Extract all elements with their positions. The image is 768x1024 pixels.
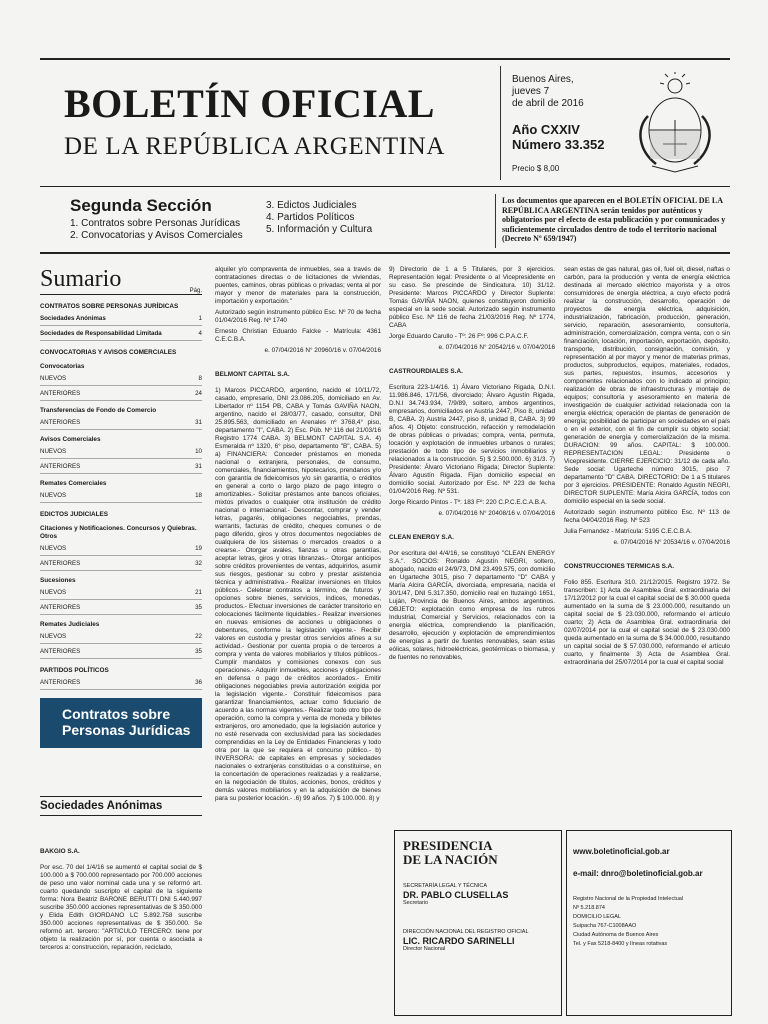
notice-body: Autorizado según instrumento público Esc. Nº 113 de fecha 04/04/2016 Reg. Nº 523 — [564, 509, 730, 524]
sumario-item-label: NUEVOS — [40, 589, 67, 596]
sumario-subheading: Convocatorias — [40, 363, 85, 370]
sumario-item-page: 10 — [195, 448, 202, 455]
sumario-item[interactable] — [40, 560, 202, 571]
column-3 — [389, 266, 555, 826]
contact-line: DOMICILIO LEGAL — [573, 914, 621, 920]
notice-signature: Jorge Ricardo Pintos - Tº: 183 Fº: 220 C.P.C.E.C.A.B.A. — [389, 499, 547, 506]
section-divider — [495, 194, 496, 248]
sumario-item[interactable] — [40, 679, 202, 690]
notice-body: 1) Marcos PICCARDO, argentino, nacido el 10/11/72, casado, empresario, DNI 23.086.205, domiciliado en Av. Libertador nº 1154 PB, CABA y Tomás GAVIÑA NAON, argentino, nacido el 28/03/77, casado, consultor, DNI 25.895.563, domiciliado en Arenales nº 3768,4° piso, departamento "I", CABA. 2) Esc. Púb. Nº 116 del 21/03/16 Registro 1774 CABA. 3) BELMONT CAPITAL S.A. 4) Esmeralda nº 1320, 6° piso, departamento "B", CABA. 5) a) FINANCIERA: Conceder préstamos en moneda nacional o extranjera, personales, de consumo, comerciales, financiamientos, hipotecarios, prendarios y/o con garantía de fideicomisos y/o sin garantía, o créditos en general a corto o largo plazo de pago íntegro o amortizables.- Solicitar préstamos ante bancos oficiales, mixtos privados o cualquier otra institución de crédito nacional o internacional.- Descontar, comprar y vender letras, pagarés, obligaciones negociables, prendas, warrants, facturas de crédito, cheques comunes o de pago diferido, giros y otros documentos negociables de cualquiera de los sistemas o mercados creados o a crearse.- Otorgar avales, fianzas u otras garantías, aceptar letras, giros y otras libranzas.- Otorgar anticipos sobre créditos provenientes de ventas, adquirirlos, asumir sus riesgos, gestionar su cobro y prestar asistencia técnica y administrativa.- Realizar inversiones en títulos públicos.- Celebrar contratos a término, de futuros y opciones sobre bienes, servicios, índices, monedas, productos.- Efectuar inversiones de carácter transitorio en colocaciones fácilmente liquidables.- Realizar inversiones en nuevas emisiones de acciones u obligaciones o debentures, conforme la legislación vigente.- Recibir valores en custodia y prestar otros servicios afines a su actividad.- Gestionar por cuenta propia o de terceros a compra y venta de valores mobiliarios y títulos públicos.- Cumplir mandatos y comisiones conexos con sus operaciones.- Adquirir inmuebles, acciones y obligaciones en defensa o pago de créditos acordados.- Emitir obligaciones negociables previa autorización exigida por la legislación vigente.- Constituir fideicomisos para garantizar financiamientos, actuar como fiduciario de acuerdo a las normas vigentes.- Realizar todo otro tipo de operación, como la compra y venta de moneda y billetes extranjeros, oro amonedado, que la legislación autorice y no esté reservada con exclusividad para las sociedades comprendidas en la Ley de Entidades Financieras y todo otra por la que se requiera el concurso público.- b) INVERSORA: de capitales en empresas y sociedades nacionales o extranjeras constituidas o a constituirse, en la concertación de operaciones realizadas y a realizarse, en la negociación de títulos, acciones, bonos, créditos y demás valores mobiliarios y en la adquisición de bienes para su posterior locación.- .6) 99 años. 7) $ 100.000. 8) y — [215, 387, 381, 802]
sumario-item-page: 21 — [195, 589, 202, 596]
sumario-item[interactable] — [40, 492, 202, 503]
sumario-item[interactable] — [40, 545, 202, 556]
issue-number — [512, 122, 605, 152]
sumario-item-page: 24 — [195, 390, 202, 397]
date-line: jueves 7 — [512, 86, 550, 97]
sumario-item-label: NUEVOS — [40, 448, 67, 455]
column-1 — [40, 848, 202, 1020]
masthead-subtitle: DE LA REPÚBLICA ARGENTINA — [64, 133, 445, 160]
masthead — [40, 58, 730, 187]
sumario-item[interactable] — [40, 448, 202, 459]
contact-line: Ciudad Autónoma de Buenos Aires — [573, 932, 659, 938]
authority-2 — [403, 929, 559, 953]
sumario-item-label: NUEVOS — [40, 633, 67, 640]
notice-reference: e. 07/04/2016 N° 20534/16 v. 07/04/2016 — [613, 539, 730, 546]
section-banner — [40, 698, 202, 748]
sumario-item-label: ANTERIORES — [40, 604, 81, 611]
contact-box — [566, 830, 732, 1016]
banner-line: Personas Jurídicas — [62, 722, 191, 738]
section-title: Segunda Sección — [70, 196, 212, 215]
section-item: 5. Información y Cultura — [266, 224, 373, 235]
sumario — [40, 266, 202, 690]
sumario-item-page: 18 — [195, 492, 202, 499]
sumario-item-label: NUEVOS — [40, 492, 67, 499]
sumario-heading: PARTIDOS POLÍTICOS — [40, 667, 109, 674]
contact-line: Tel. y Fax 5218-8400 y líneas rotativas — [573, 941, 668, 947]
section-item: 2. Convocatorias y Avisos Comerciales — [70, 230, 243, 241]
notice-body: Autorizado según instrumento público Esc. Nº 70 de fecha 01/04/2016 Reg. Nº 1740 — [215, 309, 381, 324]
authority-role: Director Nacional — [403, 946, 446, 952]
date-line: Buenos Aires, — [512, 74, 574, 85]
sumario-heading: EDICTOS JUDICIALES — [40, 511, 109, 518]
authority-office: SECRETARÍA LEGAL Y TÉCNICA — [403, 883, 488, 889]
notice-body: Escritura 223-1/4/16. 1) Álvaro Victoriano Rigada, D.N.I. 11.986.846, 17/1/56, divorciado; Álvaro Agustín Rigada, D.N.I 34.743.934, 7/9/89, soltero, ambos argentinos, empresarios, domiciliados en Austria 2447, Piso 8, unidad B, CABA. 2) Austria 2447, piso 8, unidad B, CABA. 3) 99 años. 4) Objeto: construcción, refacción y remodelación de obras públicas o privadas; compra, venta, permuta, locación y explotación de inmuebles urbanos o rurales; prestación de todo tipo de servicios inmobiliarios y relacionados a la construcción. 5) $ 2.500.000. 6) 31/3. 7) Presidente: Álvaro Victoriano Rigada; Director Suplente: Álvaro Agustín Rigada. Fijan domicilio especial en domicilio social. Autorizado por Esc. Nº 223 de fecha 01/04/2016 Reg. Nº 531. — [389, 384, 555, 495]
sumario-item-label: ANTERIORES — [40, 560, 81, 567]
legal-notice: Los documentos que aparecen en el BOLETÍN OFICIAL DE LA REPÚBLICA ARGENTINA serán tenidos por auténticos y obligatorios por el efecto de esta publicación y por comunicados y suficientemente circulados dentro de todo el territorio nacional (Decreto Nº 659/1947) — [502, 196, 726, 244]
notice-title: BAKGIO S.A. — [40, 848, 80, 855]
column-2 — [215, 266, 381, 1016]
sumario-item-page: 35 — [195, 604, 202, 611]
sumario-item-label: Sociedades Anónimas — [40, 315, 106, 322]
issue-date — [512, 74, 622, 110]
section-list-right — [266, 200, 372, 236]
authorities-title-line: DE LA NACIÓN — [403, 852, 498, 867]
sumario-item-page: 31 — [195, 463, 202, 470]
notice-body: sean estas de gas natural, gas oil, fuel oil, diesel, naftas o carbón, para la producción y venta de energía eléctrica destinada al mercado eléctrico mayorista y a otros consumidores de energía eléctrica, a cuyo efecto podrá realizar la construcción, desarrollo, operación de proyectos de energía eléctrica, adquisición, industrialización, fabricación, producción, generación, servicio, reparación, asesoramiento, consultoría, administración, comercialización, compra venta, con o sin financiación, locación, importación, exportación, depósito, transporte, distribución, consignación, comisión, y representación al por mayor y menor de materias primas, productos, subproductos, equipos, materiales, rodados, sus partes, repuestos, insumos, accesorios y componentes relacionados con lo indicado al principio; realización de obras de infraestructuras y montaje de equipos; consultoría y asesoramiento en materia de investigación de cualquier actividad relacionada con la energía eléctrica; operación de plantas de generación de energía; posibilidad de participar en sociedades en el país o en el exterior, con el fin de cumplir su objeto social; generación de energía y comercialización de la misma. DURACION: 99 años. CAPITAL: $ 100.000. REPRESENTACION LEGAL: Presidente o Vicepresidente. CIERRE EJERCICIO: 31/12 de cada año. Sede social: Ugarteche número 3015, piso 7 departamento "D" CABA. DIRECTORIO: De 1 a 5 titulares por 3 ejercicios. PRESIDENTE: Ronaldo Agustín NEGRI, DIRECTOR SUPLENTE: María Alcira GARCÍA, todos con domicilio especial en la sede social. — [564, 266, 730, 505]
authorities-title-line: PRESIDENCIA — [403, 838, 493, 853]
notice-reference: e. 07/04/2016 N° 20960/16 v. 07/04/2016 — [264, 347, 381, 354]
sumario-item-label: ANTERIORES — [40, 648, 81, 655]
section-list-left — [70, 218, 243, 242]
issue-year: Año CXXIV — [512, 122, 580, 137]
sumario-item-page: 32 — [195, 560, 202, 567]
sumario-item[interactable] — [40, 330, 202, 341]
sumario-item-page: 8 — [198, 375, 202, 382]
sumario-subheading: Transferencias de Fondo de Comercio — [40, 407, 157, 414]
sumario-item[interactable] — [40, 604, 202, 615]
notice-signature: Jorge Eduardo Carullo - Tº: 26 Fº: 996 C.P.A.C.F. — [389, 333, 529, 340]
issue-num: Número 33.352 — [512, 137, 605, 152]
sumario-item-page: 22 — [195, 633, 202, 640]
sumario-item[interactable] — [40, 463, 202, 474]
notice-body: Por esc. 70 del 1/4/16 se aumentó el capital social de $ 100.000 a $ 700.000 representado por 700.000 acciones de peso uno valor nominal cada una y se reformó art. cuarto quedando suscripto el capital de la siguiente forma: Nora Beatriz BARONE BERUTTI DNI 5.440.997 suscribe 350.000 acciones representativas de $ 350.000 y Elida Edith GIORDANO LC 5.892.758 suscribe 350.000 acciones representativas de $ 350.000. Se reformó art. tercero: "ARTICULO TERCERO: tiene por objeto la realización por sí, por cuenta o asociada a terceros a: construcción, reparación, reciclado, — [40, 864, 202, 951]
notice-title: CONSTRUCCIONES TERMICAS S.A. — [564, 563, 675, 570]
sumario-item-label: ANTERIORES — [40, 463, 81, 470]
national-coat-of-arms-icon — [630, 72, 720, 176]
sumario-item-label: NUEVOS — [40, 375, 67, 382]
section-header — [40, 192, 730, 254]
sumario-item[interactable] — [40, 633, 202, 644]
sumario-subheading: Sucesiones — [40, 577, 76, 584]
section-item: 1. Contratos sobre Personas Jurídicas — [70, 218, 241, 229]
price: Precio $ 8,00 — [512, 164, 560, 173]
subsection-heading: Sociedades Anónimas — [40, 796, 202, 816]
contact-line: Suipacha 767-C1008AAO — [573, 923, 637, 929]
section-item: 4. Partidos Políticos — [266, 212, 355, 223]
sumario-item[interactable] — [40, 648, 202, 659]
sumario-item-label: NUEVOS — [40, 545, 67, 552]
sumario-item[interactable] — [40, 419, 202, 430]
sumario-subheading: Citaciones y Notificaciones. Concursos y Quiebras. Otros — [40, 525, 197, 540]
contact-details — [573, 895, 725, 949]
sumario-item-page: 1 — [198, 315, 202, 322]
notice-title: CASTROURDIALES S.A. — [389, 368, 463, 375]
notice-signature: Julia Fernandez - Matrícula: 5195 C.E.C.B.A. — [564, 528, 692, 535]
sumario-item-page: 19 — [195, 545, 202, 552]
sumario-item[interactable] — [40, 315, 202, 326]
sumario-heading: CONTRATOS SOBRE PERSONAS JURÍDICAS — [40, 303, 179, 310]
sumario-item-page: 35 — [195, 648, 202, 655]
authority-office: DIRECCIÓN NACIONAL DEL REGISTRO OFICIAL — [403, 929, 529, 935]
page-column-label: Pág. — [189, 288, 202, 294]
notice-reference: e. 07/04/2016 N° 20408/16 v. 07/04/2016 — [438, 510, 555, 517]
notice-body: 9) Directorio de 1 a 5 Titulares, por 3 ejercicios. Representación legal: Presidente o al Vicepresidente en su caso. Se prescinde de Sindicatura. 10) 31/12. Presidente: Marcos PICCARDO y Director Suplente: Tomás GAVIÑA NAON, quienes constituyeron domicilio especial en la sede social. Autorizado según instrumento público Esc. Nº 116 de fecha 21/03/2016 Reg. Nº 1774, CABA — [389, 266, 555, 329]
sumario-item[interactable] — [40, 390, 202, 401]
authority-name: DR. PABLO CLUSELLAS — [403, 890, 509, 900]
sumario-item-label: Sociedades de Responsabilidad Limitada — [40, 330, 162, 337]
contact-line: Nº 5.218.874 — [573, 905, 605, 911]
masthead-title: BOLETÍN OFICIAL — [64, 81, 435, 126]
sumario-subheading: Avisos Comerciales — [40, 436, 101, 443]
notice-signature: Ernesto Christian Eduardo Falcke - Matrícula: 4361 C.E.C.B.A. — [215, 328, 381, 343]
sumario-item[interactable] — [40, 375, 202, 386]
section-item: 3. Edictos Judiciales — [266, 200, 357, 211]
authorities-title — [403, 839, 498, 867]
sumario-heading: CONVOCATORIAS Y AVISOS COMERCIALES — [40, 349, 177, 356]
sumario-item-page: 31 — [195, 419, 202, 426]
sumario-title: Sumario — [40, 266, 122, 292]
sumario-item-page: 36 — [195, 679, 202, 686]
notice-body: Folio 855. Escritura 310. 21/12/2015. Registro 1972. Se transcriben: 1) Acta de Asamblea Gral. extraordinaria del 17/12/2012 por la cual el capital social de $ 30.000 queda aumentado en la suma de $ 23.000.000, resultando un capital social de $ 23.030.000, reformando el artículo cuarto; 2) Acta de Asamblea Gral. extraordinaria del 02/07/2014 por la cual el capital social de $ 23.030.000 queda aumentado en la suma de $ 34.000.000, resultando un capital social de $ 57.030.000, reformando el artículo cuarto, y finalmente 3) Acta de Asamblea Gral. extraordinaria del 25/07/2014 por la cual el capital social — [564, 579, 730, 666]
banner-line: Contratos sobre — [62, 706, 171, 722]
notice-body: alquiler y/o compraventa de inmuebles, sea a través de contrataciones directas o de licitaciones de viviendas, puentes, caminos, obras públicas o privadas; venta al por mayor y menor de materiales para la construcción, importación y exportación." — [215, 266, 381, 305]
notice-body: Por escritura del 4/4/16, se constituyó "CLEAN ENERGY S.A.". SOCIOS: Ronaldo Agustín NEGRI, soltero, abogado, nacido el 24/9/73, DNI 23.499.575, con domicilio en Ugarteche 3015, piso 7 departamento "D" CABA y María Alcira GARCÍA, divorciada, empresaria, nacida el 30/1/47, DNI 5.317.350, domicilio real en Ituzaingó 1651, Luján, Provincia de Buenos Aires, ambos argentinos. OBJETO: explotación como empresa de los rubros Industrial, Comercial y Servicios, relacionados con la energía eléctrica, comprendiendo la planificación, desarrollo, ejecución y explotación de emprendimientos de energías a partir de fuentes renovables, sean estas eólicas, solares, hidroeléctricas, geotérmicas o biomasa, y de fuentes no renovables, — [389, 550, 555, 661]
sumario-item[interactable] — [40, 589, 202, 600]
authority-1 — [403, 883, 553, 907]
notice-reference: e. 07/04/2016 N° 20542/16 v. 07/04/2016 — [438, 344, 555, 351]
masthead-divider — [500, 66, 501, 180]
column-4 — [564, 266, 730, 822]
sumario-item-label: ANTERIORES — [40, 390, 81, 397]
sumario-item-label: ANTERIORES — [40, 419, 81, 426]
date-line: de abril de 2016 — [512, 98, 584, 109]
divider — [40, 294, 202, 295]
authority-role: Secretario — [403, 900, 429, 906]
website-link[interactable]: www.boletinoficial.gob.ar — [573, 847, 670, 856]
notice-title: CLEAN ENERGY S.A. — [389, 534, 454, 541]
authority-name: LIC. RICARDO SARINELLI — [403, 936, 515, 946]
sumario-subheading: Remates Judiciales — [40, 621, 100, 628]
sumario-subheading: Remates Comerciales — [40, 480, 107, 487]
notice-title: BELMONT CAPITAL S.A. — [215, 371, 290, 378]
sumario-item-label: ANTERIORES — [40, 679, 81, 686]
contact-line: Registro Nacional de la Propiedad Intelectual — [573, 896, 684, 902]
authorities-box — [394, 830, 562, 1016]
email-link[interactable]: e-mail: dnro@boletinoficial.gob.ar — [573, 869, 703, 878]
sumario-item-page: 4 — [198, 330, 202, 337]
